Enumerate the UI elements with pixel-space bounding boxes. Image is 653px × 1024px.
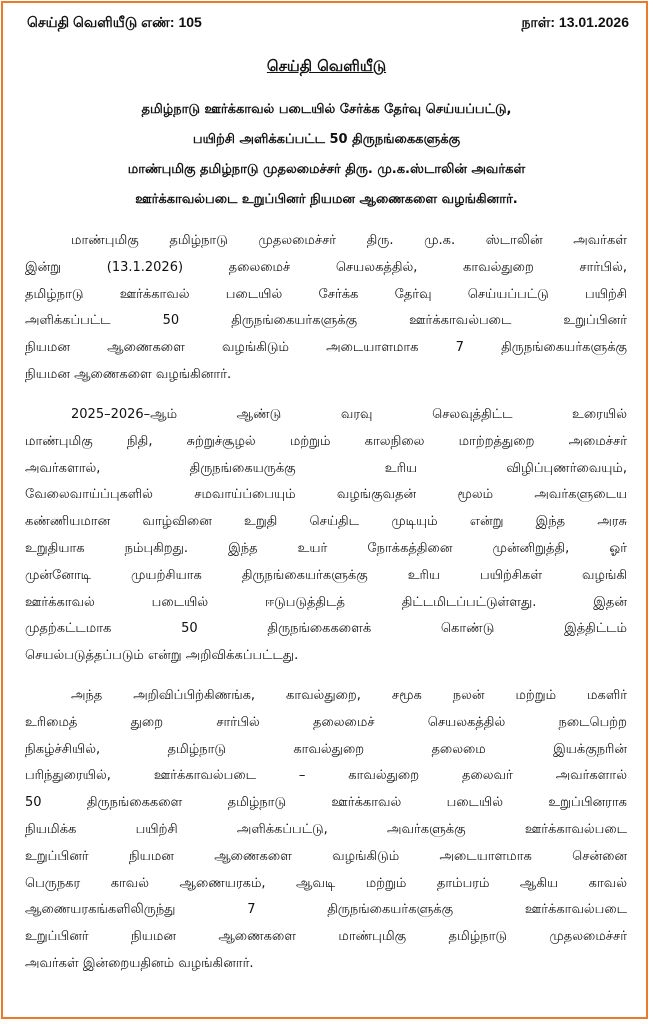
paragraph-line: 2025–2026–ஆம் ஆண்டு வரவு செலவுத்திட்ட உரையில் [71, 407, 627, 422]
paragraph-line: ஆணையரகங்களிலிருந்து 7 திருநங்கையர்களுக்கு ஊர்க்காவல்படை [25, 902, 627, 918]
paragraph-line: உரிமைத் துறை சார்பில் தலைமைச் செயலகத்தில் நடைபெற்ற [25, 714, 627, 730]
paragraph-line: மாண்புமிகு நிதி, சுற்றுச்சூழல் மற்றும் காலநிலை மாற்றத்துறை அமைச்சர் [25, 433, 627, 449]
paragraph-line: பெருநகர காவல் ஆணையரகம், ஆவடி மற்றும் தாம்பரம் ஆகிய காவல் [25, 875, 627, 891]
headline-line: ஊர்க்காவல்படை உறுப்பினர் நியமன ஆணைகளை வழங்கினார். [135, 192, 518, 207]
paragraph-line: அளிக்கப்பட்ட 50 திருநங்கையர்களுக்கு ஊர்க்காவல்படை உறுப்பினர் [25, 313, 627, 329]
paragraph-line: உறுப்பினர் நியமன ஆணைகளை வழங்கிடும் அடையாளமாக சென்னை [25, 848, 627, 864]
paragraph-line: கண்ணியமான வாழ்வினை உறுதி செய்திட முடியும் என்று இந்த அரசு [25, 514, 627, 530]
release-number: செய்தி வெளியீடு எண்: 105 [27, 14, 202, 30]
paragraph-line: அந்த அறிவிப்பிற்கிணங்க, காவல்துறை, சமூக நலன் மற்றும் மகளிர் [71, 688, 627, 703]
paragraph-2 [25, 402, 627, 670]
paragraph-line: அவர்களால், திருநங்கையருக்கு உரிய விழிப்புணர்வையும், [25, 460, 627, 476]
paragraph-3 [25, 683, 627, 978]
paragraph-1 [25, 228, 627, 389]
paragraph-line: செயல்படுத்தப்படும் என்று அறிவிக்கப்பட்டது. [25, 648, 299, 664]
paragraph-line: நியமிக்க பயிற்சி அளிக்கப்பட்டு, அவர்களுக்கு ஊர்க்காவல்படை [25, 821, 627, 837]
paragraph-line: உறுதியாக நம்புகிறது. இந்த உயர் நோக்கத்தினை முன்னிறுத்தி, ஓர் [25, 540, 627, 556]
paragraph-line: அவர்கள் இன்றையதினம் வழங்கினார். [25, 955, 254, 971]
headline-line: தமிழ்நாடு ஊர்க்காவல் படையில் சேர்க்க தேர்வு செய்யப்பட்டு, [141, 102, 512, 117]
paragraph-line: முதற்கட்டமாக 50 திருநங்கைகளைக் கொண்டு இத்திட்டம் [25, 621, 627, 637]
paragraph-line: நியமன ஆணைகளை வழங்கினார். [25, 366, 232, 382]
paragraph-line: உறுப்பினர் நியமன ஆணைகளை மாண்புமிகு தமிழ்நாடு முதலமைச்சர் [25, 929, 627, 945]
paragraph-line: தமிழ்நாடு ஊர்க்காவல் படையில் சேர்க்க தேர்வு செய்யப்பட்டு பயிற்சி [25, 286, 627, 302]
paragraph-line: மாண்புமிகு தமிழ்நாடு முதலமைச்சர் திரு. மு.க. ஸ்டாலின் அவர்கள் [71, 233, 627, 248]
paragraph-line: முன்னோடி முயற்சியாக திருநங்கையர்களுக்கு உரிய பயிற்சிகள் வழங்கி [25, 567, 627, 583]
paragraph-line: ஊர்க்காவல் படையில் ஈடுபடுத்திடத் திட்டமிடப்பட்டுள்ளது. இதன் [25, 594, 627, 610]
paragraph-line: நிகழ்ச்சியில், தமிழ்நாடு காவல்துறை தலைமை இயக்குநரின் [25, 741, 627, 757]
paragraph-line: வேலைவாய்ப்புகளில் சமவாய்ப்பையும் வழங்குவதன் மூலம் அவர்களுடைய [25, 487, 627, 503]
headline [20, 95, 633, 215]
document-title: செய்தி வெளியீடு [266, 57, 387, 75]
paragraph-line: 50 திருநங்கைகளை தமிழ்நாடு ஊர்க்காவல் படையில் உறுப்பினராக [25, 795, 627, 811]
headline-line: பயிற்சி அளிக்கப்பட்ட 50 திருநங்கைகளுக்கு [192, 132, 461, 147]
release-date: நாள்: 13.01.2026 [521, 14, 629, 30]
paragraph-line: இன்று (13.1.2026) தலைமைச் செயலகத்தில், காவல்துறை சார்பில், [25, 259, 627, 275]
paragraph-line: நியமன ஆணைகளை வழங்கிடும் அடையாளமாக 7 திருநங்கையர்களுக்கு [25, 340, 627, 356]
headline-line: மாண்புமிகு தமிழ்நாடு முதலமைச்சர் திரு. மு.க.ஸ்டாலின் அவர்கள் [127, 162, 526, 177]
header-row [27, 14, 629, 33]
paragraph-line: பரிந்துரையில், ஊர்க்காவல்படை – காவல்துறை தலைவர் அவர்களால் [25, 768, 627, 784]
